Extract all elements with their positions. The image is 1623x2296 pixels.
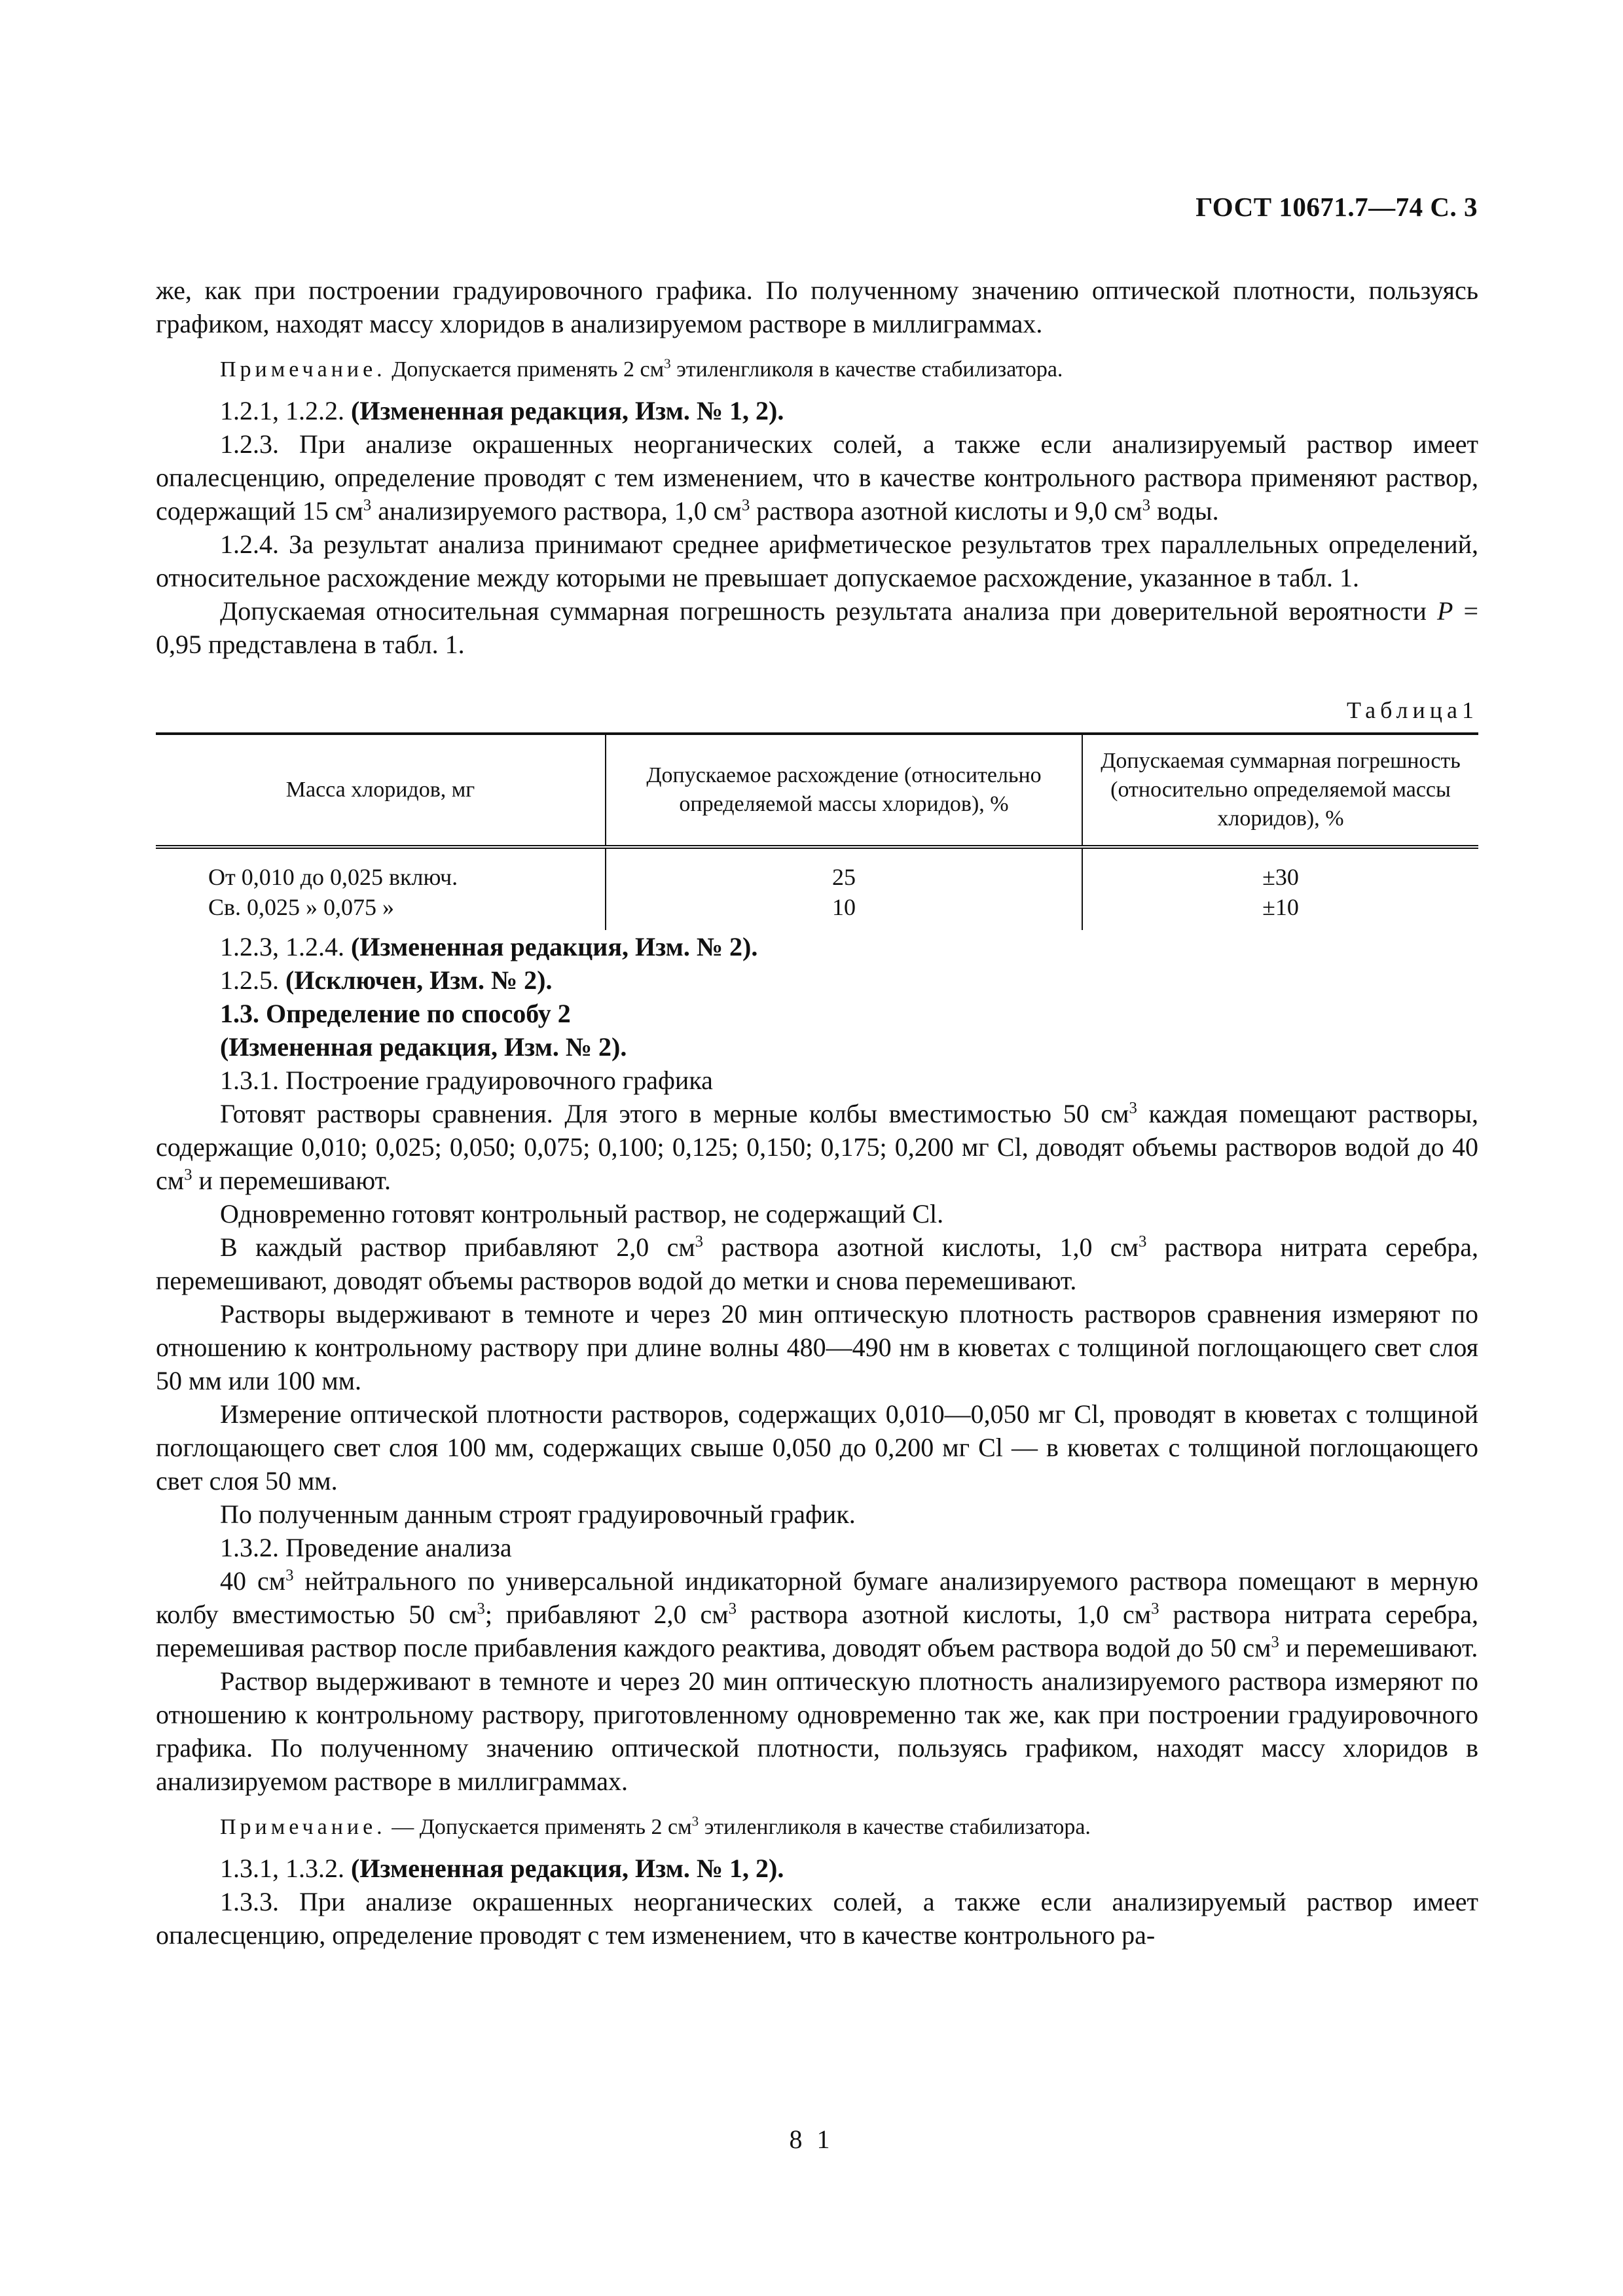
note-label: Примечание.: [220, 1815, 386, 1839]
text: каждая помещают растворы, содержащие 0,010; 0,025; 0,050; 0,075; 0,100; 0,125; 0,150; 0,175; 0,200 мг Cl, доводят объемы растворов водой до 40 см: [156, 1099, 1478, 1195]
superscript: 3: [285, 1566, 294, 1585]
paragraph-1-3-3: 1.3.3. При анализе окрашенных неорганических солей, а также если анализируемый раствор имеет опалесценцию, определение проводят с тем изменением, что в качестве контрольного ра-: [156, 1887, 1478, 1950]
paragraph-dark: Растворы выдерживают в темноте и через 20 мин оптическую плотность растворов сравнения измеряют по отношению к контрольному раствору при длине волны 480—490 нм в кюветах с толщиной поглощающего свет слоя 50 мм или 100 мм.: [156, 1299, 1478, 1395]
superscript: 3: [184, 1166, 192, 1184]
paragraph-preparation: [156, 1097, 1478, 1197]
text: раствора азотной кислоты, 1,0 см: [703, 1232, 1139, 1262]
note-label: Примечание.: [220, 357, 386, 382]
text: = 0,95 представлена в табл. 1.: [156, 596, 1479, 659]
text: раствора нитрата серебра, перемешивая раствор после прибавления каждого реактива, доводят объем раствора водой до 50 см: [156, 1600, 1479, 1662]
clause-number: 1.2.5.: [220, 965, 285, 995]
paragraph-1-2-4: 1.2.4. За результат анализа принимают среднее арифметическое результатов трех параллельных определений, относительное расхождение между которыми не превышает допускаемое расхождение, указанное в табл. 1.: [156, 529, 1478, 592]
text: ; прибавляют 2,0 см: [484, 1600, 729, 1629]
superscript: 3: [363, 496, 372, 514]
amendment-note: (Измененная редакция, Изм. № 1, 2).: [351, 396, 784, 425]
table-caption: Таблица1: [1347, 697, 1478, 723]
paragraph-procedure: [156, 1564, 1478, 1664]
text: Допускаемая относительная суммарная погрешность результата анализа при доверительной вероятности: [220, 596, 1437, 626]
heading-text: (Измененная редакция, Изм. № 2).: [220, 1032, 627, 1062]
cell-text: 10: [832, 894, 856, 920]
text: Готовят растворы сравнения. Для этого в мерные колбы вместимостью 50 см: [220, 1099, 1129, 1128]
note-2: [156, 1812, 1478, 1842]
table-header-cell: Допускаемое расхождение (относительно определяемой массы хлоридов), %: [606, 734, 1082, 847]
paragraph-1-3-2: 1.3.2. Проведение анализа: [220, 1533, 512, 1562]
note-text: Допускается применять 2 см: [386, 357, 665, 382]
superscript: 3: [1151, 1600, 1159, 1618]
amendment-note: (Исключен, Изм. № 2).: [285, 965, 553, 995]
table-header-cell: Масса хлоридов, мг: [285, 778, 475, 802]
table-row: [156, 847, 1478, 930]
clause-number: 1.3.1, 1.3.2.: [220, 1854, 351, 1883]
table-cell: [606, 847, 1082, 930]
text: раствора азотной кислоты, 1,0 см: [737, 1600, 1152, 1629]
text: 40 см: [220, 1566, 286, 1596]
text: 1.2.3. При анализе окрашенных неорганических солей, а также если анализируемый раствор имеет опалесценцию, определение проводят с тем изменением, что в качестве контрольного раствора применяют раствор, содержащий 15 см: [156, 429, 1478, 526]
section-heading-1-3: [156, 997, 1478, 1030]
document-body: [156, 274, 1478, 1952]
table-1: [156, 732, 1478, 930]
table-cell: [1082, 847, 1478, 930]
table-header-row: [156, 734, 1478, 847]
note-text: этиленгликоля в качестве стабилизатора.: [670, 357, 1063, 382]
paragraph-error: [156, 594, 1478, 661]
note-text: — Допускается применять 2 см: [386, 1815, 692, 1839]
amendment-note: (Измененная редакция, Изм. № 2).: [351, 932, 758, 961]
amendment-note: (Измененная редакция, Изм. № 1, 2).: [351, 1854, 784, 1883]
heading-text: 1.3. Определение по способу 2: [220, 999, 571, 1028]
paragraph-1-2-1: [156, 394, 1478, 427]
text: раствора нитрата серебра, перемешивают, доводят объемы растворов водой до метки и снова перемешивают.: [156, 1232, 1479, 1295]
superscript: 3: [664, 355, 671, 372]
paragraph-add: [156, 1230, 1478, 1297]
cell-text: ±30: [1262, 864, 1299, 890]
page-number: 8 1: [789, 2125, 834, 2154]
superscript: 3: [1142, 496, 1150, 514]
text: и перемешивают.: [192, 1166, 392, 1195]
superscript: 3: [1138, 1232, 1147, 1251]
clause-number: 1.2.3, 1.2.4.: [220, 932, 351, 961]
paragraph-measurement: Измерение оптической плотности растворов, содержащих 0,010—0,050 мг Cl, проводят в кюветах с толщиной поглощающего свет слоя 100 мм, содержащих свыше 0,050 до 0,200 мг Cl — в кюветах с толщиной поглощающего свет слоя 50 мм.: [156, 1399, 1478, 1496]
superscript: 3: [741, 496, 750, 514]
table-cell: [156, 847, 606, 930]
superscript: 3: [691, 1813, 699, 1829]
cell-text: От 0,010 до 0,025 включ.: [208, 864, 458, 890]
cell-text: Св. 0,025 » 0,075 »: [208, 894, 395, 920]
text: раствора азотной кислоты и 9,0 см: [750, 496, 1142, 526]
paragraph-1-3-1-amend: [156, 1852, 1478, 1885]
superscript: 3: [1129, 1099, 1137, 1117]
page-header: ГОСТ 10671.7—74 С. 3: [1195, 192, 1478, 222]
paragraph-continuation: же, как при построении градуировочного графика. По полученному значению оптической плотности, пользуясь графиком, находят массу хлоридов в анализируемом растворе в миллиграммах.: [156, 276, 1478, 338]
text: и перемешивают.: [1279, 1633, 1478, 1662]
clause-number: 1.2.1, 1.2.2.: [220, 396, 351, 425]
superscript: 3: [477, 1600, 485, 1618]
superscript: 3: [728, 1600, 737, 1618]
paragraph-1-2-5: [156, 963, 1478, 997]
text: нейтрального по универсальной индикаторной бумаге анализируемого раствора помещают в мерную колбу вместимостью 50 см: [156, 1566, 1478, 1629]
note-text: этиленгликоля в качестве стабилизатора.: [699, 1815, 1091, 1839]
paragraph-control: Одновременно готовят контрольный раствор, не содержащий Cl.: [220, 1199, 944, 1229]
text: анализируемого раствора, 1,0 см: [371, 496, 742, 526]
symbol-p: P: [1436, 596, 1453, 626]
superscript: 3: [695, 1232, 704, 1251]
paragraph-graph: По полученным данным строят градуировочный график.: [220, 1499, 856, 1529]
paragraph-dark-2: Раствор выдерживают в темноте и через 20 мин оптическую плотность анализируемого раствора измеряют по отношению к контрольному раствору, приготовленному одновременно так же, как при построении градуировочного графика. По полученному значению оптической плотности, пользуясь графиком, находят массу хлоридов в анализируемом растворе в миллиграммах.: [156, 1666, 1478, 1796]
cell-text: 25: [832, 864, 856, 890]
paragraph-1-2-3: [156, 427, 1478, 528]
cell-text: ±10: [1262, 894, 1299, 920]
paragraph-1-2-3-amend: [156, 930, 1478, 963]
superscript: 3: [1271, 1633, 1279, 1651]
text: воды.: [1150, 496, 1219, 526]
table-header-cell: Допускаемая суммарная погрешность (относительно определяемой массы хлоридов), %: [1082, 734, 1478, 847]
text: В каждый раствор прибавляют 2,0 см: [220, 1232, 695, 1262]
note-1: [156, 355, 1478, 385]
section-heading-amend: [156, 1030, 1478, 1064]
paragraph-1-3-1: 1.3.1. Построение градуировочного графика: [220, 1066, 713, 1095]
